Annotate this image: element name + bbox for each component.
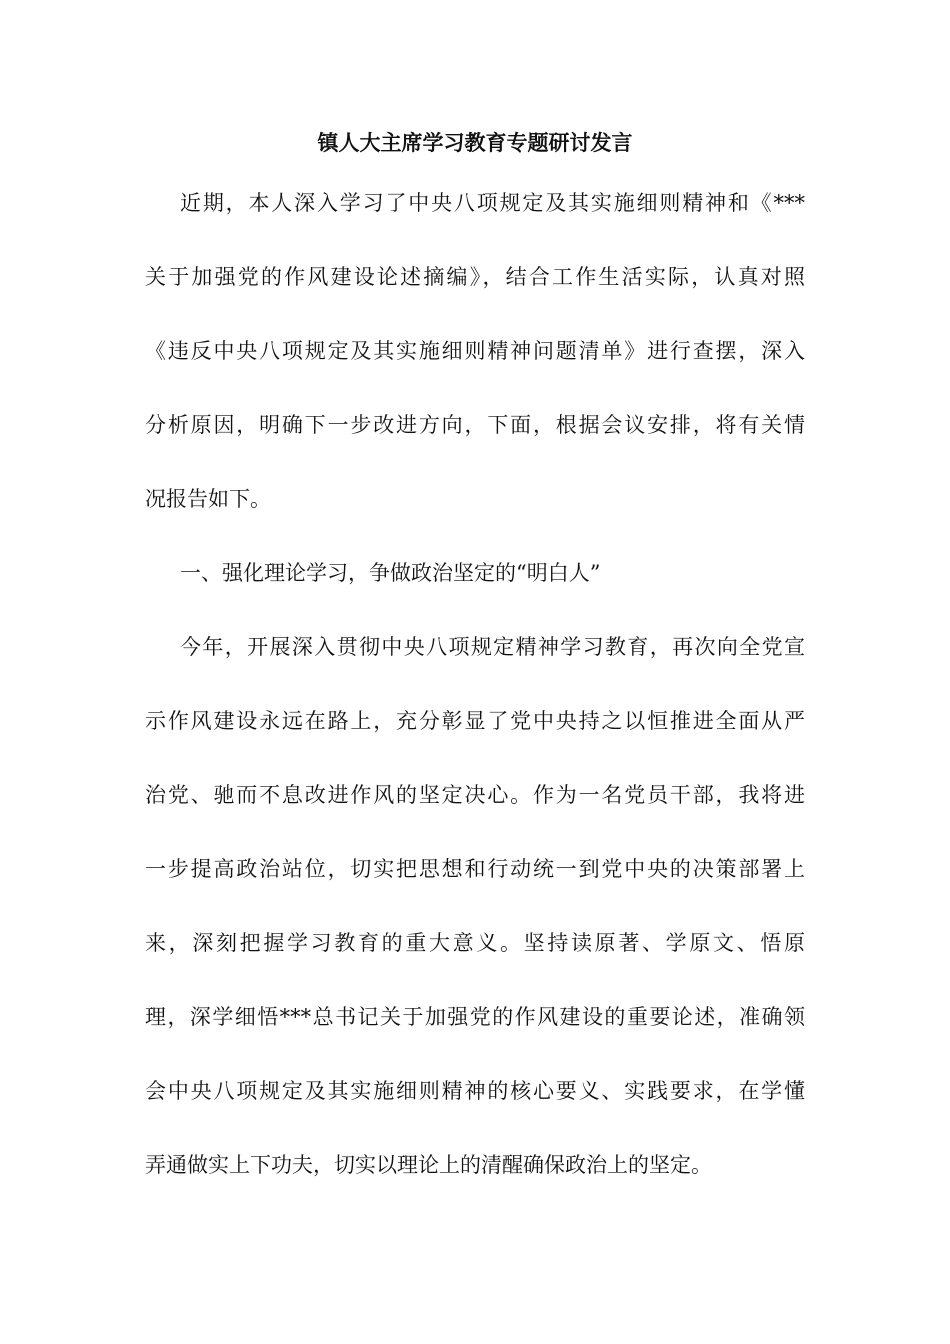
- paragraph-line: 况报告如下。: [145, 487, 271, 511]
- paragraph-line: 分析原因，明确下一步改进方向，下面，根据会议安排，将有关情: [145, 413, 805, 437]
- paragraph-line: 近期，本人深入学习了中央八项规定及其实施细则精神和《***: [180, 191, 805, 215]
- paragraph-line: 治党、驰而不息改进作风的坚定决心。作为一名党员干部，我将进: [145, 783, 805, 807]
- paragraph-line: 来，深刻把握学习教育的重大意义。坚持读原著、学原文、悟原: [145, 931, 805, 955]
- paragraph-line: 弄通做实上下功夫，切实以理论上的清醒确保政治上的坚定。: [145, 1153, 712, 1177]
- paragraph-line: 会中央八项规定及其实施细则精神的核心要义、实践要求，在学懂: [145, 1079, 805, 1103]
- document-title: 镇人大主席学习教育专题研讨发言: [317, 131, 633, 155]
- paragraph-line: 关于加强党的作风建设论述摘编》，结合工作生活实际，认真对照: [145, 265, 805, 289]
- paragraph-line: 示作风建设永远在路上，充分彰显了党中央持之以恒推进全面从严: [145, 709, 805, 733]
- paragraph-line: 今年，开展深入贯彻中央八项规定精神学习教育，再次向全党宣: [180, 635, 805, 659]
- paragraph-line: 理，深学细悟***总书记关于加强党的作风建设的重要论述，准确领: [145, 1005, 805, 1029]
- paragraph-line: 《违反中央八项规定及其实施细则精神问题清单》进行查摆，深入: [145, 339, 805, 363]
- section-heading: 一、强化理论学习，争做政治坚定的“明白人”: [180, 561, 601, 585]
- paragraph-line: 一步提高政治站位，切实把思想和行动统一到党中央的决策部署上: [145, 857, 805, 881]
